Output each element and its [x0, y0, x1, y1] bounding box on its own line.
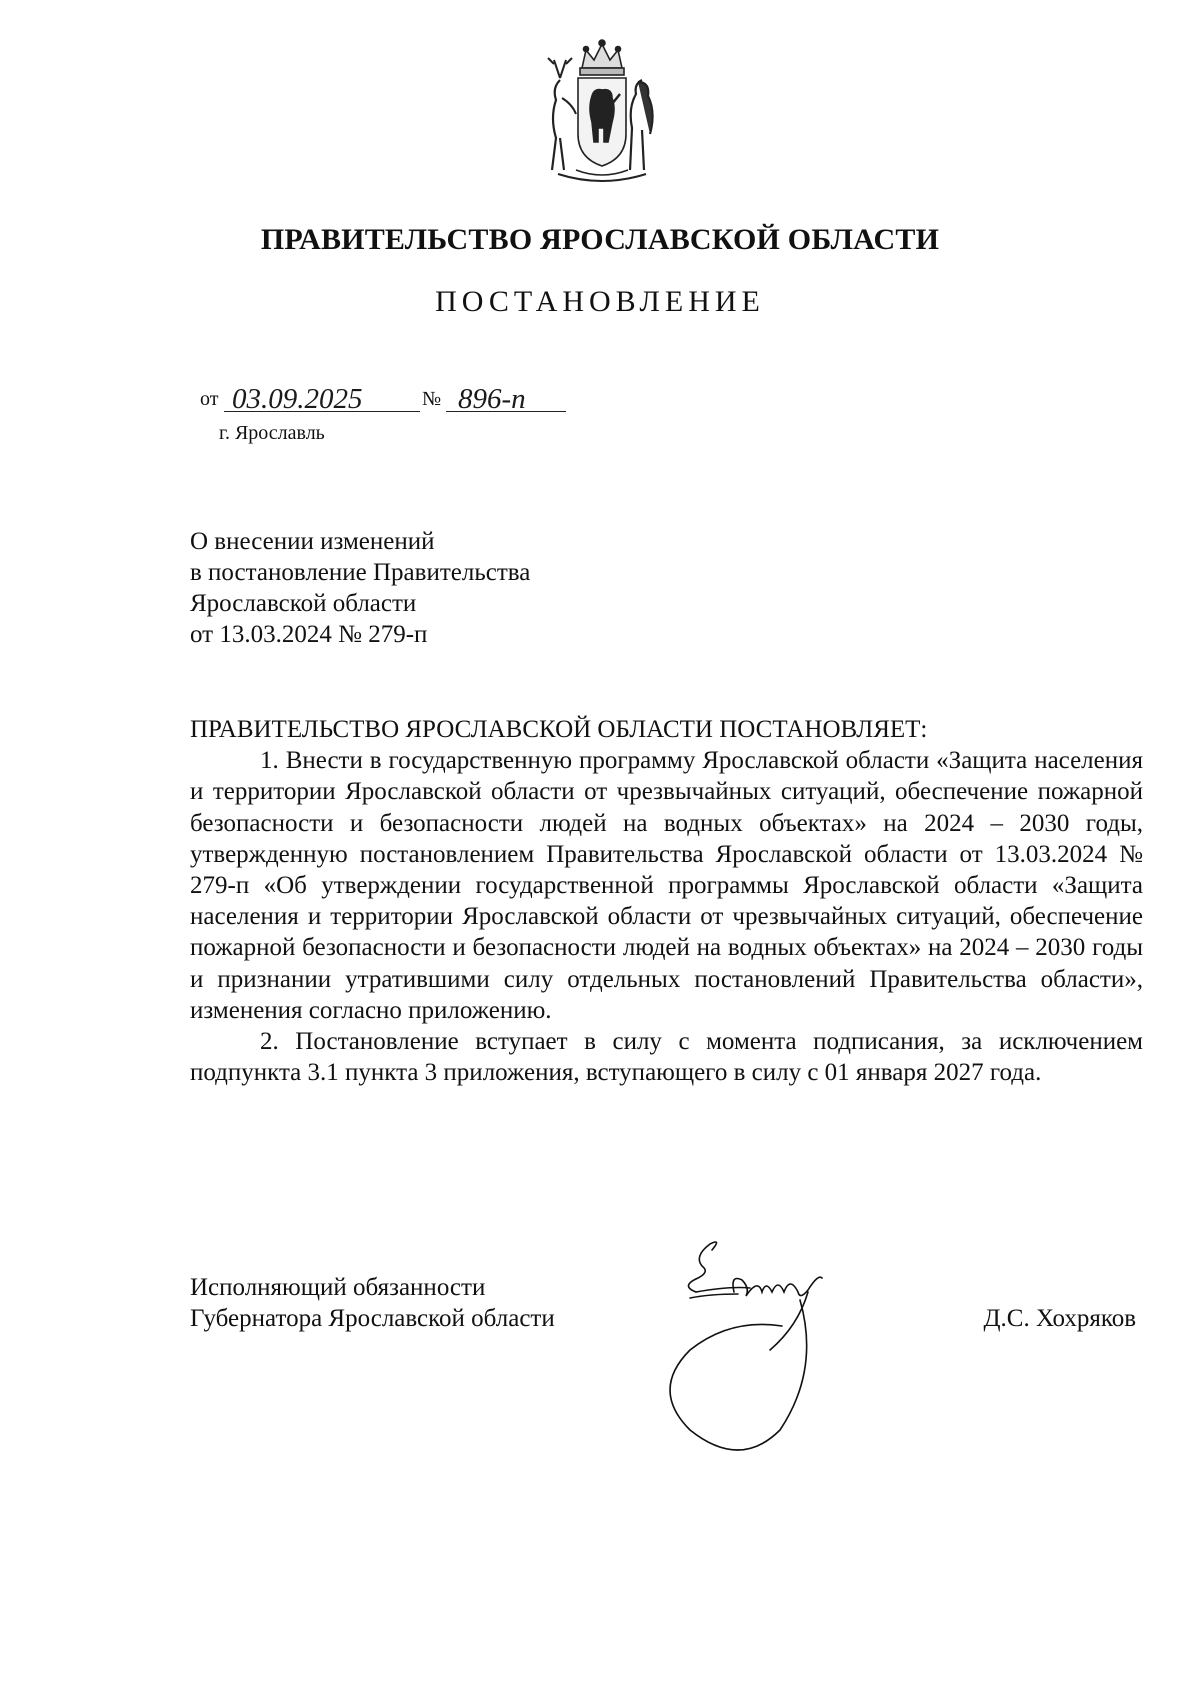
- signatory-name: Д.С. Хохряков: [983, 1305, 1136, 1332]
- number-prefix: №: [422, 388, 442, 410]
- body-paragraph: 2. Постановление вступает в силу с момента подписания, за исключением подпункта 3.1 пункта 3 приложения, вступающего в силу с 01 января 2027 года.: [190, 1028, 1143, 1087]
- position-line: Губернатора Ярославской области: [190, 1305, 555, 1332]
- document-date: 03.09.2025: [232, 383, 363, 415]
- subject-line: в постановление Правительства: [190, 559, 531, 586]
- subject-line: от 13.03.2024 № 279-п: [190, 621, 428, 648]
- city-label: г. Ярославль: [219, 422, 325, 444]
- position-line: Исполняющий обязанности: [190, 1274, 486, 1301]
- body-paragraph: 1. Внести в государственную программу Ярославской области «Защита населения и территории Ярославской области от чрезвычайных ситуаций, обеспечение пожарной безопасности и безопасности людей на водных объектах» на 2024 – 2030 годы, утвержденную постановлением Правительства Ярославской области от 13.03.2024 № 279-п «Об утверждении государственной программы Ярославской области «Защита населения и территории Ярославской области от чрезвычайных ситуаций, обеспечение пожарной безопасности и безопасности людей на водных объектах» на 2024 – 2030 годы и признании утратившими силу отдельных постановлений Правительства области», изменения согласно приложению.: [190, 747, 1143, 1024]
- government-title: ПРАВИТЕЛЬСТВО ЯРОСЛАВСКОЙ ОБЛАСТИ: [260, 223, 940, 256]
- date-prefix: от: [200, 388, 219, 410]
- coat-of-arms-icon: [532, 38, 672, 186]
- document-number: 896-п: [458, 383, 526, 415]
- document-type: ПОСТАНОВЛЕНИЕ: [435, 285, 765, 318]
- subject-line: О внесении изменений: [190, 528, 435, 555]
- document-body: [190, 714, 1143, 1088]
- decree-heading: ПРАВИТЕЛЬСТВО ЯРОСЛАВСКОЙ ОБЛАСТИ ПОСТАНОВЛЯЕТ:: [190, 716, 928, 743]
- signatory-position: [190, 1272, 555, 1334]
- document-subject: [190, 526, 530, 650]
- handwritten-signature-icon: [650, 1230, 900, 1460]
- subject-line: Ярославской области: [190, 590, 417, 617]
